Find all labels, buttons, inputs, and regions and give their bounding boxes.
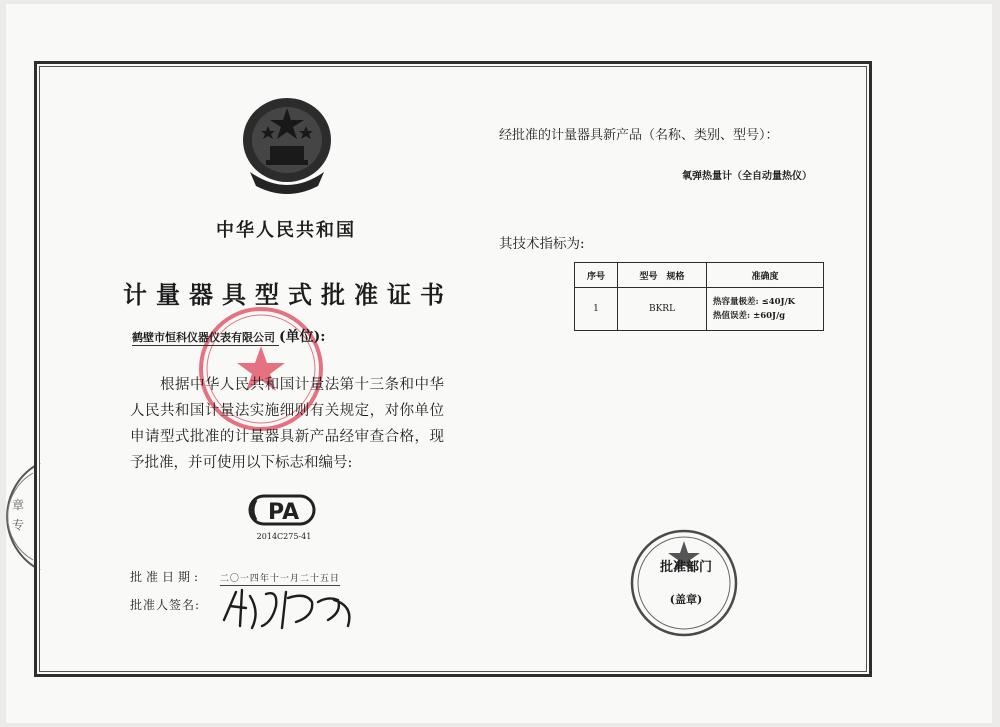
approval-date-value: 二〇一四年十一月二十五日	[219, 574, 340, 584]
department-seal	[628, 527, 740, 639]
mark-code: 2014C275-41	[256, 532, 312, 541]
approver-label: 批准人签名:	[130, 598, 201, 612]
national-emblem-icon	[232, 90, 342, 200]
approval-statement: 根据中华人民共和国计量法第十三条和中华人民共和国计量法实施细则有关规定，对你单位申请型式批准的计量器具新产品经审查合格，现予批准，并可使用以下标志和编号:	[130, 377, 444, 471]
cell-accuracy	[707, 288, 824, 331]
product-intro: 经批准的计量器具新产品（名称、类别、型号）：	[499, 128, 779, 143]
country-name: 中华人民共和国	[216, 220, 356, 241]
technical-specs-intro: 其技术指标为:	[499, 236, 585, 252]
product-name: 氧弹热量计（全自动量热仪）	[682, 171, 812, 182]
accuracy-line-2: 热值误差: ±60J/g	[713, 311, 786, 321]
cpa-mark-logo	[248, 494, 316, 526]
seal-note: (盖章)	[669, 593, 703, 606]
accuracy-line-1: 热容量极差: ≤40J/K	[713, 297, 796, 307]
approval-date-label: 批准日期:	[130, 570, 203, 584]
certificate-scan	[6, 4, 992, 723]
company-name: 鹤壁市恒科仪器仪表有限公司	[132, 331, 279, 346]
cell-no: 1	[575, 288, 618, 331]
svg-text:专: 专	[12, 518, 25, 532]
header-accuracy: 准确度	[707, 263, 824, 288]
svg-text:PA: PA	[268, 500, 300, 525]
cell-model: BKRL	[618, 288, 707, 331]
spec-table	[574, 262, 824, 331]
company-suffix: (单位):	[279, 329, 326, 345]
certificate-title: 计量器具型式批准证书	[123, 281, 453, 309]
svg-text:章: 章	[12, 498, 25, 512]
table-row	[575, 288, 824, 331]
handwritten-signature	[216, 582, 366, 632]
spec-table-header	[575, 263, 824, 288]
approval-department: 批准部门	[659, 560, 712, 575]
applicant-line	[132, 326, 325, 346]
header-no: 序号	[575, 263, 618, 288]
header-model: 型号 规格	[618, 263, 707, 288]
